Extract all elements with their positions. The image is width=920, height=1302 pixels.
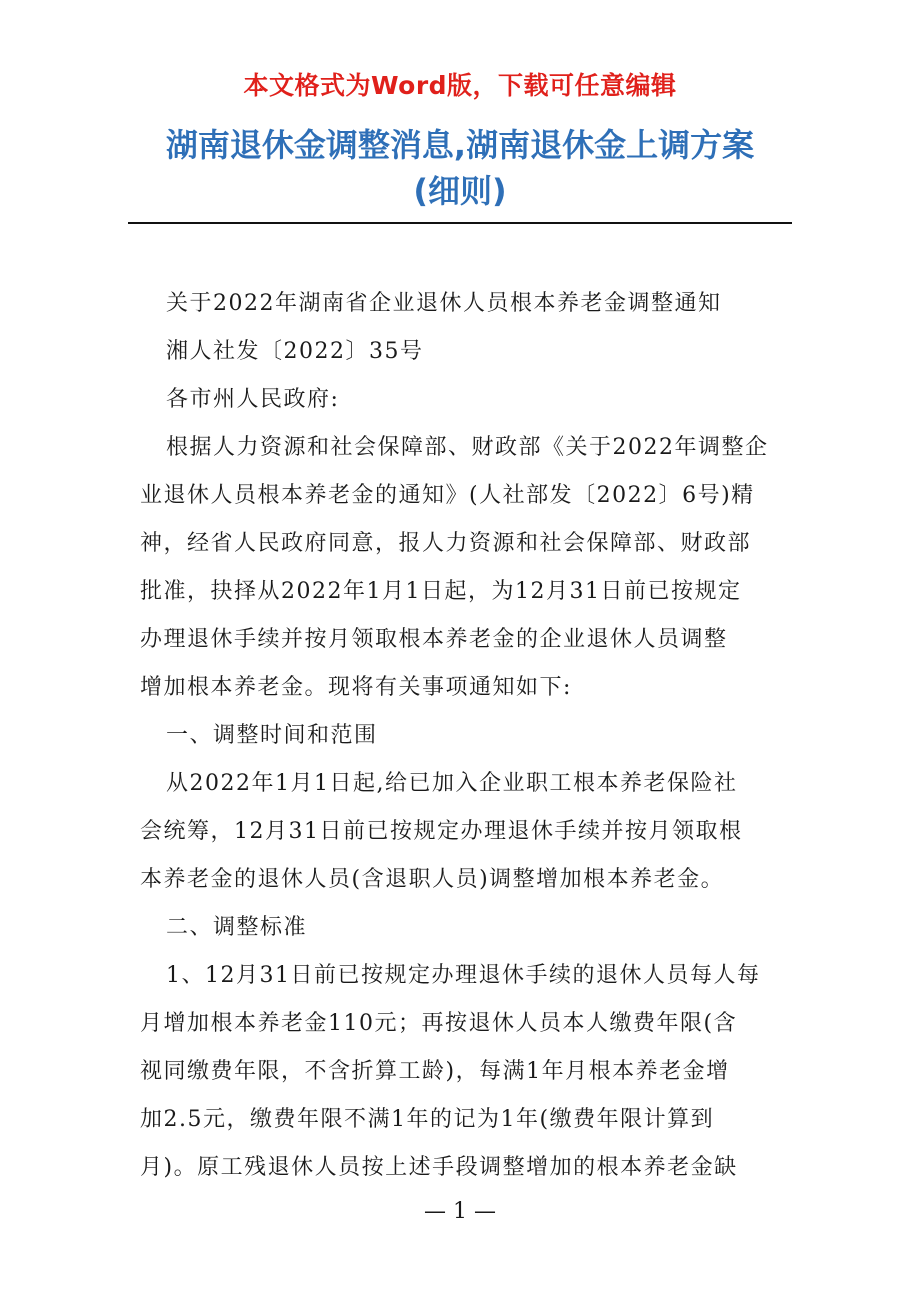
paragraph-intro [140, 424, 780, 712]
paragraph-line: 业退休人员根本养老金的通知》(人社部发〔2022〕6号)精 [140, 483, 755, 508]
paragraph-standard [140, 952, 780, 1192]
section-heading-2: 二、调整标准 [166, 915, 308, 940]
title-divider [128, 222, 792, 224]
section-heading-1: 一、调整时间和范围 [166, 723, 378, 748]
paragraph-line: 增加根本养老金。现将有关事项通知如下: [140, 675, 572, 700]
paragraph-line: 神，经省人民政府同意，报人力资源和社会保障部、财政部 [140, 531, 752, 556]
paragraph-line: 会统筹，12月31日前已按规定办理退休手续并按月领取根 [140, 819, 743, 844]
document-body [140, 280, 780, 1192]
paragraph-line: 本养老金的退休人员(含退职人员)调整增加根本养老金。 [140, 867, 725, 892]
paragraph-line: 办理退休手续并按月领取根本养老金的企业退休人员调整 [140, 627, 728, 652]
paragraph-line: 视同缴费年限，不含折算工龄)，每满1年月根本养老金增 [140, 1059, 730, 1084]
addressee: 各市州人民政府: [166, 387, 340, 412]
format-banner: 本文格式为Word版，下载可任意编辑 [243, 71, 677, 100]
document-title-line-1: 湖南退休金调整消息,湖南退休金上调方案 [165, 126, 755, 164]
paragraph-scope [140, 760, 780, 904]
document-number: 湘人社发〔2022〕35号 [166, 339, 424, 364]
paragraph-line: 月增加根本养老金110元；再按退休人员本人缴费年限(含 [140, 1011, 738, 1036]
page-number: — 1 — [424, 1199, 496, 1224]
paragraph-line: 月)。原工残退休人员按上述手段调整增加的根本养老金缺 [140, 1155, 738, 1180]
paragraph-line: 1、12月31日前已按规定办理退休手续的退休人员每人每 [166, 963, 761, 988]
document-title [100, 122, 820, 214]
paragraph-line: 从2022年1月1日起,给已加入企业职工根本养老保险社 [166, 771, 738, 796]
paragraph-line: 加2.5元，缴费年限不满1年的记为1年(缴费年限计算到 [140, 1107, 715, 1132]
notice-title: 关于2022年湖南省企业退休人员根本养老金调整通知 [166, 291, 722, 316]
paragraph-line: 批准，抉择从2022年1月1日起，为12月31日前已按规定 [140, 579, 742, 604]
document-title-line-2: (细则) [413, 172, 507, 210]
paragraph-line: 根据人力资源和社会保障部、财政部《关于2022年调整企 [166, 435, 769, 460]
